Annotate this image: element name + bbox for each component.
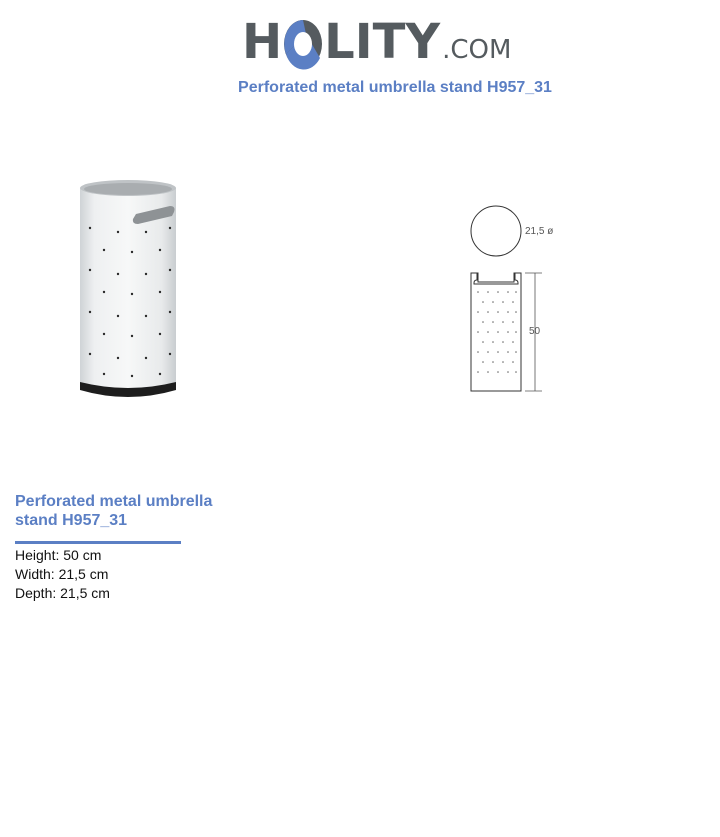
spec-label: Depth: xyxy=(15,585,57,601)
spec-label: Height: xyxy=(15,547,60,563)
technical-drawing xyxy=(460,196,570,400)
spec-label: Width: xyxy=(15,566,55,582)
spec-width xyxy=(15,565,110,584)
top-view-circle xyxy=(471,206,521,256)
product-name: Perforated metal umbrella stand H957_31 xyxy=(15,493,213,529)
logo-suffix: .COM xyxy=(442,35,512,65)
title-underline xyxy=(15,541,181,544)
spec-value: 50 cm xyxy=(63,547,102,563)
spec-value: 21,5 cm xyxy=(60,585,110,601)
height-label: 50 xyxy=(529,326,541,337)
logo-o-icon xyxy=(282,14,324,70)
logo-text-h: H xyxy=(242,14,283,70)
logo-text-lity: LITY xyxy=(324,14,441,70)
spec-value: 21,5 cm xyxy=(58,566,109,582)
diameter-label: 21,5 ø xyxy=(525,226,554,237)
spec-depth xyxy=(15,584,110,603)
holity-logo[interactable] xyxy=(242,10,511,70)
product-specs xyxy=(15,546,110,603)
product-photo xyxy=(72,176,184,416)
spec-height xyxy=(15,546,110,565)
page-title: Perforated metal umbrella stand H957_31 xyxy=(238,79,552,96)
